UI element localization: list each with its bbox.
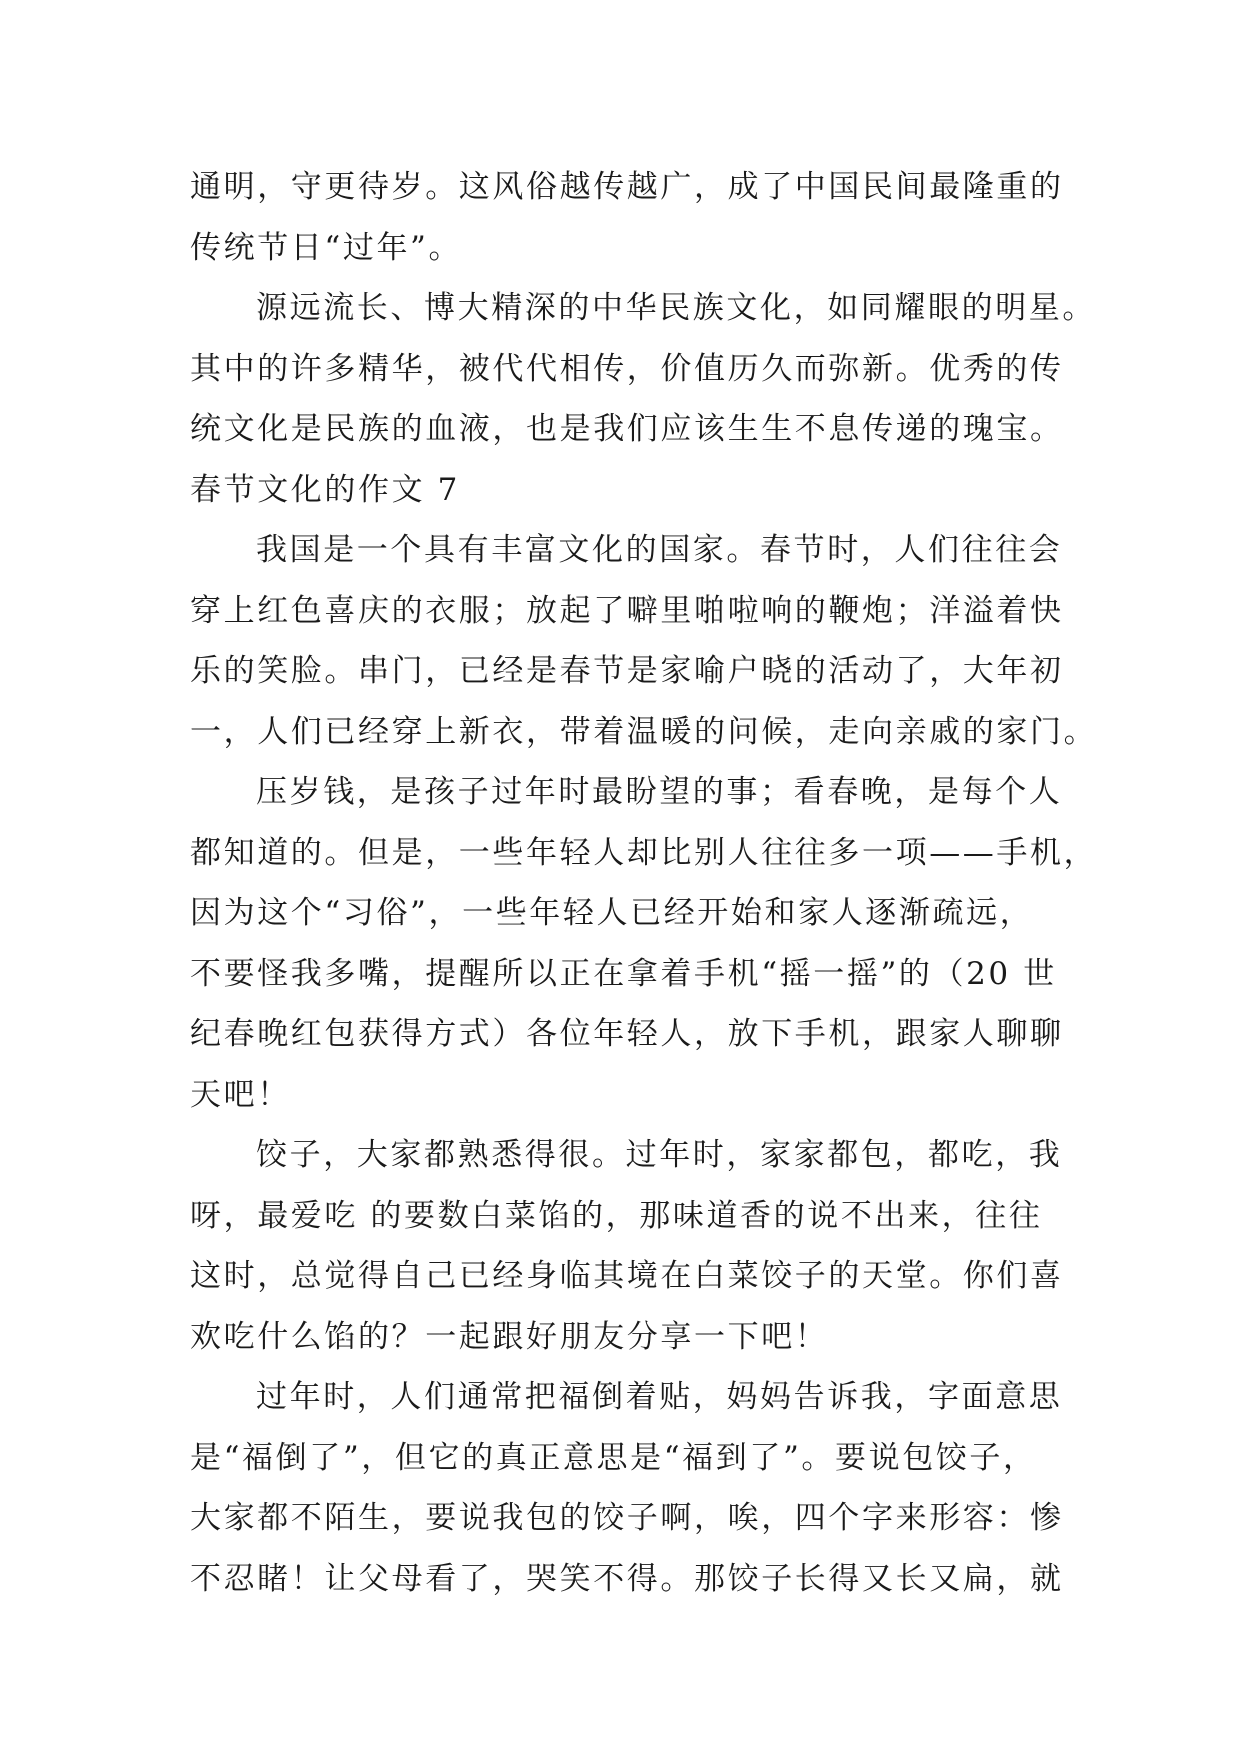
text-line: 春节文化的作文 7 [190,471,460,508]
text-line: 是“福倒了”，但它的真正意思是“福到了”。要说包饺子， [190,1439,1037,1476]
text-line: 都知道的。但是，一些年轻人却比别人往往多一项——手机， [190,834,1098,871]
text-line: 纪春晚红包获得方式）各位年轻人，放下手机，跟家人聊聊 [190,1016,1064,1052]
text-line: 一，人们已经穿上新衣，带着温暖的问候，走向亲戚的家门。 [190,713,1098,750]
text-line: 统文化是民族的血液，也是我们应该生生不息传递的瑰宝。 [190,411,1064,447]
text-line: 压岁钱，是孩子过年时最盼望的事；看春晚，是每个人 [256,774,1063,810]
text-line: 源远流长、博大精深的中华民族文化，如同耀眼的明星。 [256,290,1096,326]
document-body [190,157,1098,1609]
text-line: 饺子，大家都熟悉得很。过年时，家家都包，都吃，我 [256,1137,1063,1173]
text-line: 这时，总觉得自己已经身临其境在白菜饺子的天堂。你们喜 [190,1258,1064,1294]
text-line: 传统节日“过年”。 [190,229,463,266]
text-line: 穿上红色喜庆的衣服；放起了噼里啪啦响的鞭炮；洋溢着快 [190,592,1064,629]
text-line: 通明，守更待岁。这风俗越传越广，成了中国民间最隆重的 [190,169,1064,205]
text-line: 呀，最爱吃 的要数白菜馅的，那味道香的说不出来，往往 [190,1197,1043,1234]
text-line: 乐的笑脸。串门，已经是春节是家喻户晓的活动了，大年初 [190,653,1064,689]
text-line: 不忍睹！让父母看了，哭笑不得。那饺子长得又长又扁，就 [190,1560,1064,1597]
text-line: 大家都不陌生，要说我包的饺子啊，唉，四个字来形容：惨 [190,1500,1064,1536]
text-line: 我国是一个具有丰富文化的国家。春节时，人们往往会 [256,532,1063,568]
text-line: 欢吃什么馅的？一起跟好朋友分享一下吧！ [190,1318,829,1355]
text-line: 因为这个“习俗”，一些年轻人已经开始和家人逐渐疏远， [190,895,1034,931]
text-line: 不要怪我多嘴，提醒所以正在拿着手机“摇一摇”的（20 世 [190,955,1057,992]
text-line: 过年时，人们通常把福倒着贴，妈妈告诉我，字面意思 [256,1379,1063,1415]
text-line: 天吧！ [190,1076,291,1113]
text-line: 其中的许多精华，被代代相传，价值历久而弥新。优秀的传 [190,350,1064,387]
